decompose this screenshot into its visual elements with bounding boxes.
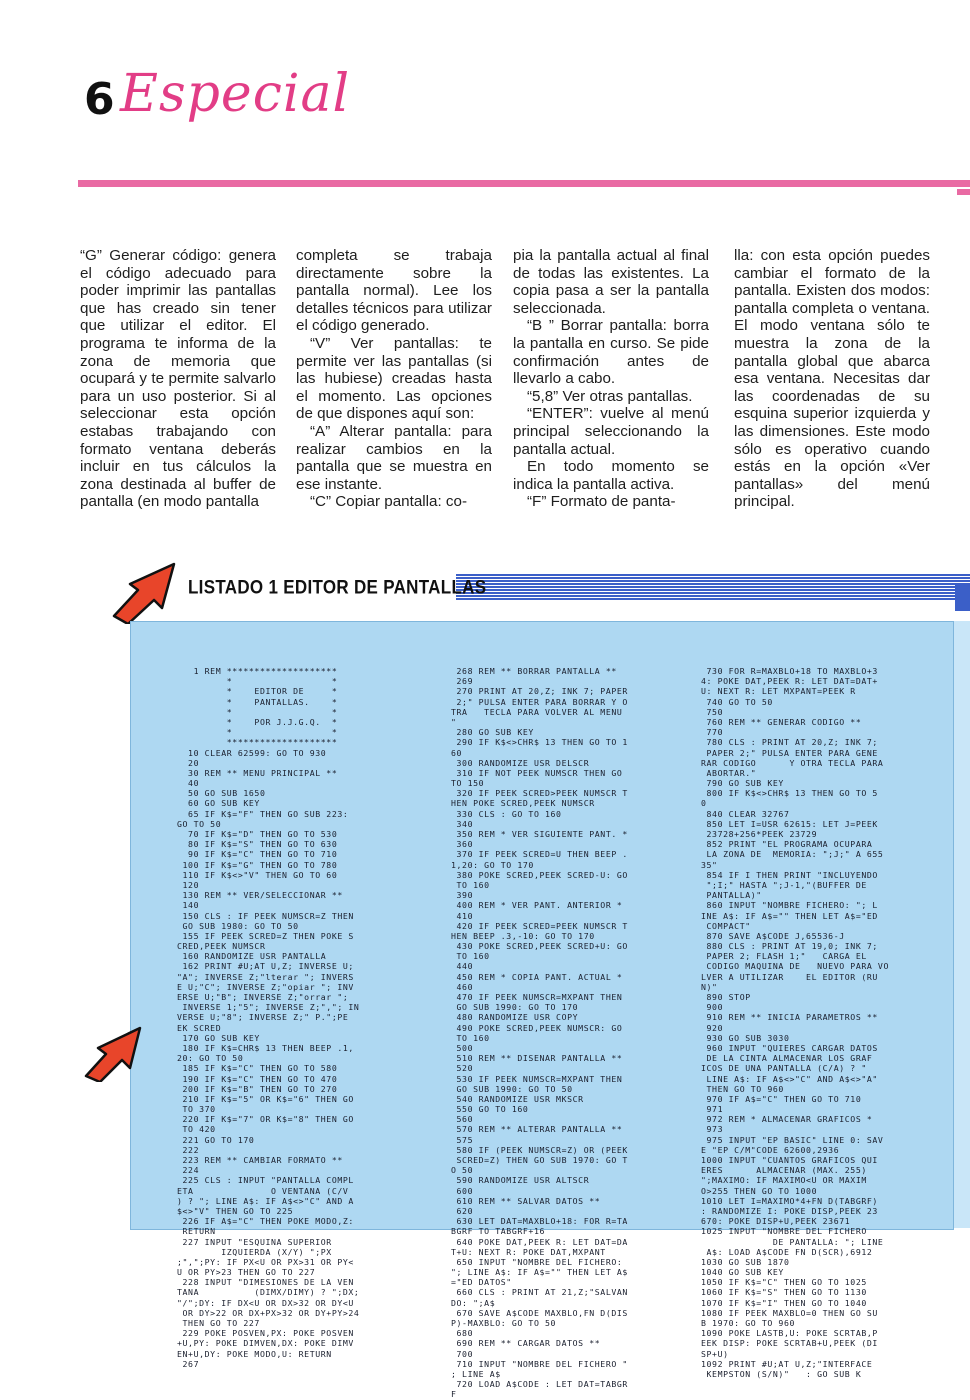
code-line: TRA TECLA PARA VOLVER AL MENU xyxy=(451,706,623,717)
code-line: 269 xyxy=(451,676,474,687)
code-line: 340 xyxy=(451,818,474,829)
code-line: 150 CLS : IF PEEK NUMSCR=Z THEN xyxy=(177,910,354,921)
code-line: 300 RANDOMIZE USR DELSCR xyxy=(451,757,590,768)
header-rule-tab xyxy=(957,189,970,195)
code-line: 220 IF K$="7" OR K$="8" THEN GO xyxy=(177,1114,354,1125)
code-line: 1025 INPUT "NOMBRE DEL FICHERO xyxy=(701,1226,867,1237)
paragraph: “A” Alterar pantalla: para realizar cambios en la pantalla que se muestra en ese instante. xyxy=(296,422,492,493)
code-line: U: NEXT R: LET MXPANT=PEEK R xyxy=(701,686,856,697)
code-line: SCRED=Z) THEN GO SUB 1970: GO T xyxy=(451,1155,628,1165)
code-line: 280 GO SUB KEY xyxy=(451,727,534,738)
code-line: 760 REM ** GENERAR CODIGO ** xyxy=(701,716,862,727)
code-line: 210 IF K$="5" OR K$="6" THEN GO xyxy=(177,1093,354,1104)
code-line: * * xyxy=(177,706,338,717)
red-arrow-icon xyxy=(82,1020,152,1082)
code-line: 270 PRINT AT 20,Z; INK 7; PAPER xyxy=(451,686,628,697)
code-line: 930 GO SUB 3030 xyxy=(701,1032,790,1043)
paragraph: “B ” Borrar pantalla: borra la pantalla en curso. Se pide confirmación antes de llevarlo a cabo. xyxy=(513,317,709,388)
code-line: ERSE U;"B"; INVERSE Z;"orrar "; xyxy=(177,992,349,1002)
code-line: N)" xyxy=(701,981,718,992)
listing-title: LISTADO 1 EDITOR DE PANTALLAS xyxy=(188,576,487,598)
code-line: 854 IF I THEN PRINT "INCLUYENDO xyxy=(701,869,878,880)
code-line: ICOS DE UNA PANTALLA (C/A) ? " xyxy=(701,1063,867,1074)
code-line: 130 REM ** VER/SELECCIONAR ** xyxy=(177,890,343,901)
code-line: 710 INPUT "NOMBRE DEL FICHERO " xyxy=(451,1358,628,1369)
code-line: 973 xyxy=(701,1124,724,1135)
code-line: 520 xyxy=(451,1063,474,1074)
code-line: 35" xyxy=(701,859,718,870)
code-line: T+U: NEXT R: POKE DAT,MXPANT xyxy=(451,1246,606,1257)
header-rule xyxy=(78,180,970,187)
code-line: 720 LOAD A$CODE : LET DAT=TABGR xyxy=(451,1379,628,1390)
code-line: 730 FOR R=MAXBLO+18 TO MAXBLO+3 xyxy=(701,666,878,676)
paragraph: “5,8” Ver otras pantallas. xyxy=(527,387,693,405)
code-line: ;",";PY: IF PX<U OR PX>31 OR PY< xyxy=(177,1256,354,1267)
article-column-4 xyxy=(734,247,930,511)
code-line: 20: GO TO 50 xyxy=(177,1053,244,1064)
code-line: 330 CLS : GO TO 160 xyxy=(451,808,562,819)
code-line: 267 xyxy=(177,1358,200,1369)
code-line: PAPER 2;" PULSA ENTER PARA GENE xyxy=(701,747,878,758)
code-line: DE LA CINTA ALMACENAR LOS GRAF xyxy=(701,1053,873,1064)
code-line: 470 IF PEEK NUMSCR=MXPANT THEN xyxy=(451,992,623,1002)
code-line: 560 xyxy=(451,1114,474,1125)
code-line: : RANDOMIZE I: POKE DISP,PEEK 23 xyxy=(701,1205,878,1216)
code-line: 1090 POKE LASTB,U: POKE SCRTAB,P xyxy=(701,1328,878,1339)
paragraph: lla: con esta opción puedes cambiar el formato de la pantalla. Existen dos modos: pantalla completa o ventana. El modo ventana sólo te muestra la zona de la pantalla global que abarca esa ventana. Necesitas dar las coordenadas de su esquina superior izquierda y las dimensiones. Este modo sólo es operativo cuando estás en la opción «Ver pantallas» del menú principal. xyxy=(734,247,930,511)
code-column-2 xyxy=(451,666,628,1400)
code-line: * * xyxy=(177,727,338,738)
code-line: TO 150 xyxy=(451,778,485,789)
code-line: TO 370 xyxy=(177,1104,216,1115)
code-line: 690 REM ** CARGAR DATOS ** xyxy=(451,1338,601,1349)
code-line: 510 REM ** DISENAR PANTALLA ** xyxy=(451,1053,623,1064)
code-line: 620 xyxy=(451,1205,474,1216)
code-line: 268 REM ** BORRAR PANTALLA ** xyxy=(451,666,617,676)
code-line: HEN BEEP .3,-10: GO TO 170 xyxy=(451,930,595,941)
code-line: PAPER 2; FLASH 1;" CARGA EL xyxy=(701,951,867,962)
code-line: 110 IF K$<>"V" THEN GO TO 60 xyxy=(177,869,338,880)
code-line: 221 GO TO 170 xyxy=(177,1134,255,1145)
code-line: ";MAXIMO: IF MAXIMO<U OR MAXIM xyxy=(701,1175,867,1186)
paragraph: “G” Generar código: genera el código adecuado para poder imprimir las pantallas que has creado sin tener que utilizar el editor. El programa te informa de la zona de memoria que ocupará y te permite salvarlo para un uso posterior. Si al seleccionar esta opción estabas trabajando con formato ventana deberás incluir en tus cálculos la zona destinada al buffer de pantalla (en modo pantalla xyxy=(80,247,276,511)
code-line: KEMPSTON (S/N)" : GO SUB K xyxy=(701,1368,862,1379)
code-line: 480 RANDOMIZE USR COPY xyxy=(451,1012,579,1023)
code-line: 975 INPUT "EP BASIC" LINE 0: SAV xyxy=(701,1134,884,1145)
code-line: 60 GO SUB KEY xyxy=(177,798,260,809)
code-line: 1092 PRINT #U;AT U,Z;"INTERFACE xyxy=(701,1358,873,1369)
code-line: 1030 GO SUB 1870 xyxy=(701,1256,790,1267)
code-line: 960 INPUT "QUIERES CARGAR DATOS xyxy=(701,1042,878,1053)
code-line: B 1970: GO TO 960 xyxy=(701,1318,795,1328)
code-line: 200 IF K$="B" THEN GO TO 270 xyxy=(177,1083,338,1094)
code-line: O 50 xyxy=(451,1165,474,1176)
code-line: 750 xyxy=(701,706,724,717)
paragraph: “C” Copiar pantalla: co- xyxy=(310,493,467,511)
code-line: 575 xyxy=(451,1134,474,1145)
side-panel xyxy=(952,621,970,1228)
code-line: GO SUB 1990: GO TO 50 xyxy=(451,1083,573,1094)
code-line: 780 CLS : PRINT AT 20,Z; INK 7; xyxy=(701,737,878,748)
code-line: 60 xyxy=(451,747,463,758)
code-line: 800 IF K$<>CHR$ 13 THEN GO TO 5 xyxy=(701,788,878,799)
code-line: 500 xyxy=(451,1042,474,1053)
code-line: E "EP C/M"CODE 62600,2936 xyxy=(701,1144,840,1155)
code-line: 460 xyxy=(451,981,474,992)
code-line: O>255 THEN GO TO 1000 xyxy=(701,1185,818,1196)
code-line: INVERSE 1;"5"; INVERSE Z;","; IN xyxy=(177,1002,360,1013)
code-line: 860 INPUT "NOMBRE FICHERO: "; L xyxy=(701,900,878,911)
code-line: 1,20: GO TO 170 xyxy=(451,859,534,870)
code-line: 700 xyxy=(451,1348,474,1359)
code-line: COMPACT" xyxy=(701,920,751,931)
code-line: 1080 IF PEEK MAXBLO=0 THEN GO SU xyxy=(701,1307,878,1318)
code-line: 1010 LET I=MAXIMO*4+FN D(TABGRF) xyxy=(701,1195,878,1206)
code-line: 120 xyxy=(177,879,200,890)
code-line: 190 IF K$="C" THEN GO TO 470 xyxy=(177,1073,338,1084)
code-line: 30 REM ** MENU PRINCIPAL ** xyxy=(177,767,338,778)
code-line: 100 IF K$="G" THEN GO TO 780 xyxy=(177,859,338,870)
code-line: 670: POKE DISP+U,PEEK 23671 xyxy=(701,1216,851,1227)
code-line: 910 REM ** INICIA PARAMETROS ** xyxy=(701,1012,878,1023)
code-line: 1040 GO SUB KEY xyxy=(701,1267,784,1278)
code-listing xyxy=(130,621,954,1400)
code-line: INE A$: IF A$="" THEN LET A$="ED xyxy=(701,910,878,921)
code-line: 310 IF NOT PEEK NUMSCR THEN GO xyxy=(451,767,623,778)
code-line: 70 IF K$="D" THEN GO TO 530 xyxy=(177,829,338,839)
code-line: ; LINE A$ xyxy=(451,1368,501,1379)
code-line: DO: ";A$ xyxy=(451,1297,496,1308)
code-line: 4: POKE DAT,PEEK R: LET DAT=DAT+ xyxy=(701,676,878,687)
code-line: GO TO 50 xyxy=(177,818,222,829)
code-line: 490 POKE SCRED,PEEK NUMSCR: GO xyxy=(451,1022,623,1033)
paragraph: pia la pantalla actual al final de todas las existentes. La copia pasa a ser la pantalla seleccionada. xyxy=(513,247,709,317)
code-line: 550 GO TO 160 xyxy=(451,1104,529,1115)
code-line: * EDITOR DE * xyxy=(177,686,338,697)
code-line: * POR J.J.G.Q. * xyxy=(177,716,338,727)
code-line: 770 xyxy=(701,727,724,738)
code-column-1 xyxy=(177,666,359,1369)
code-line: 20 xyxy=(177,757,200,768)
code-line: 650 INPUT "NOMBRE DEL FICHERO: xyxy=(451,1256,623,1267)
code-line: LA ZONA DE MEMORIA: ";J;" A 655 xyxy=(701,849,884,860)
code-line: 450 REM * COPIA PANT. ACTUAL * xyxy=(451,971,623,982)
code-line: 540 RANDOMIZE USR MKSCR xyxy=(451,1093,584,1104)
code-line: TO 160 xyxy=(451,879,490,890)
code-line: TANA (DIMX/DIMY) ? ";DX; xyxy=(177,1287,360,1298)
code-line: 155 IF PEEK SCRED=Z THEN POKE S xyxy=(177,930,354,941)
code-line: 971 xyxy=(701,1104,724,1115)
code-line: 222 xyxy=(177,1144,200,1155)
code-line: U OR PY>23 THEN GO TO 227 xyxy=(177,1267,316,1278)
code-line: ETA O VENTANA (C/V xyxy=(177,1185,349,1196)
code-line: 1 REM ******************** xyxy=(177,666,338,676)
code-line: 670 SAVE A$CODE MAXBLO,FN D(DIS xyxy=(451,1307,628,1318)
code-line: ERES ALMACENAR (MAX. 255) xyxy=(701,1165,867,1176)
code-line: 80 IF K$="S" THEN GO TO 630 xyxy=(177,839,338,850)
article-body xyxy=(80,247,940,517)
code-line: THEN GO TO 960 xyxy=(701,1083,784,1094)
code-line: 370 IF PEEK SCRED=U THEN BEEP . xyxy=(451,849,628,860)
code-line: 600 xyxy=(451,1185,474,1196)
code-line: BGRF TO TABGRF+16 xyxy=(451,1226,545,1237)
code-line: ="ED DATOS" xyxy=(451,1277,512,1288)
code-line: 660 CLS : PRINT AT 21,Z;"SALVAN xyxy=(451,1287,628,1298)
code-line: 185 IF K$="C" THEN GO TO 580 xyxy=(177,1063,338,1074)
code-line: 610 REM ** SALVAR DATOS ** xyxy=(451,1195,601,1206)
code-line: 850 LET I=USR 62615: LET J=PEEK xyxy=(701,818,878,829)
code-line: OR DY>22 OR DX+PX>32 OR DY+PY>24 xyxy=(177,1307,360,1318)
code-line: GO SUB 1990: GO TO 170 xyxy=(451,1002,579,1013)
code-line: 390 xyxy=(451,890,474,901)
code-line: 590 RANDOMIZE USR ALTSCR xyxy=(451,1175,590,1186)
code-line: 2;" PULSA ENTER PARA BORRAR Y O xyxy=(451,696,628,707)
code-line: 227 INPUT "ESQUINA SUPERIOR xyxy=(177,1236,332,1247)
article-column-3 xyxy=(513,247,709,511)
code-line: F xyxy=(451,1389,457,1400)
code-line: 630 LET DAT=MAXBLO+18: FOR R=TA xyxy=(451,1216,628,1227)
code-line: 680 xyxy=(451,1328,474,1339)
code-line: 290 IF K$<>CHR$ 13 THEN GO TO 1 xyxy=(451,737,628,748)
article-column-1 xyxy=(80,247,276,511)
code-line: TO 160 xyxy=(451,1032,490,1043)
code-line: DE PANTALLA: "; LINE xyxy=(701,1236,884,1247)
code-line: $<>"V" THEN GO TO 225 xyxy=(177,1205,294,1216)
code-line: THEN GO TO 227 xyxy=(177,1318,260,1328)
code-line: 740 GO TO 50 xyxy=(701,696,773,707)
code-line: CRED,PEEK NUMSCR xyxy=(177,941,266,952)
code-line: 380 POKE SCRED,PEEK SCRED-U: GO xyxy=(451,869,628,880)
code-column-3 xyxy=(701,666,889,1379)
code-line: 1060 IF K$="S" THEN GO TO 1130 xyxy=(701,1287,867,1298)
code-line: " xyxy=(451,716,457,727)
code-line: E U;"C"; INVERSE Z;"opiar "; INV xyxy=(177,981,354,992)
code-line: ABORTAR." xyxy=(701,767,757,778)
code-line: 50 GO SUB 1650 xyxy=(177,788,266,799)
code-line: 350 REM * VER SIGUIENTE PANT. * xyxy=(451,829,628,839)
code-line: ******************** xyxy=(177,737,338,748)
code-line: 880 CLS : PRINT AT 19,0; INK 7; xyxy=(701,941,878,952)
article-column-2 xyxy=(296,247,492,511)
code-line: 360 xyxy=(451,839,474,850)
code-line: * * xyxy=(177,676,338,687)
code-line: ) ? "; LINE A$: IF A$<>"C" AND A xyxy=(177,1195,354,1206)
code-line: 640 POKE DAT,PEEK R: LET DAT=DA xyxy=(451,1236,628,1247)
code-line: 170 GO SUB KEY xyxy=(177,1032,260,1043)
code-line: 1050 IF K$="C" THEN GO TO 1025 xyxy=(701,1277,867,1288)
code-line: 430 POKE SCRED,PEEK SCRED+U: GO xyxy=(451,941,628,952)
code-line: LINE A$: IF A$<>"C" AND A$<>"A" xyxy=(701,1073,878,1084)
code-line: 0 xyxy=(701,798,707,809)
listing-header xyxy=(108,560,970,618)
paragraph: “V” Ver pantallas: te permite ver las pantallas (si las hubiese) creadas hasta el momento. Las opciones de que dispones aquí son: xyxy=(296,334,492,423)
code-line: 180 IF K$=CHR$ 13 THEN BEEP .1, xyxy=(177,1042,354,1053)
title-stripes xyxy=(456,574,970,600)
code-line: LVER A UTILIZAR EL EDITOR (RU xyxy=(701,971,878,982)
code-line: 23728+256*PEEK 23729 xyxy=(701,829,818,839)
code-line: 90 IF K$="C" THEN GO TO 710 xyxy=(177,849,338,860)
code-line: 162 PRINT #U;AT U,Z; INVERSE U; xyxy=(177,961,354,972)
code-line: 972 REM * ALMACENAR GRAFICOS * xyxy=(701,1114,873,1125)
code-line: 1000 INPUT "CUANTOS GRAFICOS QUI xyxy=(701,1155,878,1165)
code-line: 160 RANDOMIZE USR PANTALLA xyxy=(177,951,327,962)
code-line: 920 xyxy=(701,1022,724,1033)
section-title: Especial xyxy=(120,64,351,124)
code-line: 900 xyxy=(701,1002,724,1013)
code-line: SP+U) xyxy=(701,1348,729,1359)
code-line: TO 420 xyxy=(177,1124,216,1135)
code-line: 420 IF PEEK SCRED=PEEK NUMSCR T xyxy=(451,920,628,931)
code-line: 970 IF A$="C" THEN GO TO 710 xyxy=(701,1093,862,1104)
code-line: * PANTALLAS. * xyxy=(177,696,338,707)
code-line: 410 xyxy=(451,910,474,921)
code-line: 223 REM ** CAMBIAR FORMATO ** xyxy=(177,1155,343,1165)
listing-title-bar xyxy=(178,574,970,600)
paragraph: “ENTER”: vuelve al menú principal seleccionando la pantalla actual. xyxy=(513,405,709,458)
code-line: 870 SAVE A$CODE J,65536-J xyxy=(701,930,845,941)
code-line: 790 GO SUB KEY xyxy=(701,778,784,789)
code-line: +U,PY: POKE DIMVEN,DX: POKE DIMV xyxy=(177,1338,354,1349)
code-line: 890 STOP xyxy=(701,992,751,1002)
code-line: 440 xyxy=(451,961,474,972)
code-line: EEK DISP: POKE SCRTAB+U,PEEK (DI xyxy=(701,1338,878,1349)
code-line: 224 xyxy=(177,1165,200,1176)
page-number: 6 xyxy=(84,74,115,125)
code-line: RETURN xyxy=(177,1226,216,1237)
paragraph: En todo momento se indica la pantalla activa. xyxy=(513,458,709,493)
code-line: 530 IF PEEK NUMSCR=MXPANT THEN xyxy=(451,1073,623,1084)
code-line: HEN POKE SCRED,PEEK NUMSCR xyxy=(451,798,595,809)
code-line: A$: LOAD A$CODE FN D(SCR),6912 xyxy=(701,1246,873,1257)
code-line: 10 CLEAR 62599: GO TO 930 xyxy=(177,747,327,758)
code-line: "A"; INVERSE Z;"lterar "; INVERS xyxy=(177,971,354,982)
code-line: 228 INPUT "DIMESIONES DE LA VEN xyxy=(177,1277,354,1288)
code-line: ";I;" HASTA ";J-1,"(BUFFER DE xyxy=(701,879,867,890)
code-line: 1070 IF K$="I" THEN GO TO 1040 xyxy=(701,1297,867,1308)
code-line: GO SUB 1980: GO TO 50 xyxy=(177,920,299,931)
code-line: VERSE U;"8"; INVERSE Z;" P.";PE xyxy=(177,1012,349,1023)
code-line: 65 IF K$="F" THEN GO SUB 223: xyxy=(177,808,349,819)
code-line: TO 160 xyxy=(451,951,490,962)
paragraph: completa se trabaja directamente sobre la pantalla normal). Lee los detalles técnicos para utilizar el código generado. xyxy=(296,247,492,335)
side-stripe xyxy=(955,585,970,611)
paragraph: “F” Formato de panta- xyxy=(527,493,676,511)
code-line: EK SCRED xyxy=(177,1022,222,1033)
code-line: 580 IF (PEEK NUMSCR=Z) OR (PEEK xyxy=(451,1144,628,1155)
code-line: 852 PRINT "EL PROGRAMA OCUPARA xyxy=(701,839,873,850)
code-line: 570 REM ** ALTERAR PANTALLA ** xyxy=(451,1124,623,1135)
code-line: 226 IF A$="C" THEN POKE MODO,Z: xyxy=(177,1216,354,1227)
code-line: 140 xyxy=(177,900,200,911)
code-line: PANTALLA)" xyxy=(701,890,762,901)
code-line: 40 xyxy=(177,778,200,789)
code-line: 225 CLS : INPUT "PANTALLA COMPL xyxy=(177,1175,354,1186)
code-line: CODIGO MAQUINA DE NUEVO PARA VO xyxy=(701,961,889,972)
code-line: IZQUIERDA (X/Y) ";PX xyxy=(177,1246,332,1257)
code-line: 229 POKE POSVEN,PX: POKE POSVEN xyxy=(177,1328,354,1339)
code-line: EN+U,DY: POKE MODO,U: RETURN xyxy=(177,1348,332,1359)
code-line: 400 REM * VER PANT. ANTERIOR * xyxy=(451,900,623,911)
code-line: 840 CLEAR 32767 xyxy=(701,808,790,819)
code-line: RAR CODIGO Y OTRA TECLA PARA xyxy=(701,757,884,768)
code-line: 320 IF PEEK SCRED>PEEK NUMSCR T xyxy=(451,788,628,799)
code-line: "/";DY: IF DX<U OR DX>32 OR DY<U xyxy=(177,1297,354,1308)
code-line: "; LINE A$: IF A$="" THEN LET A$ xyxy=(451,1267,628,1278)
code-line: P)-MAXBLO: GO TO 50 xyxy=(451,1318,557,1328)
